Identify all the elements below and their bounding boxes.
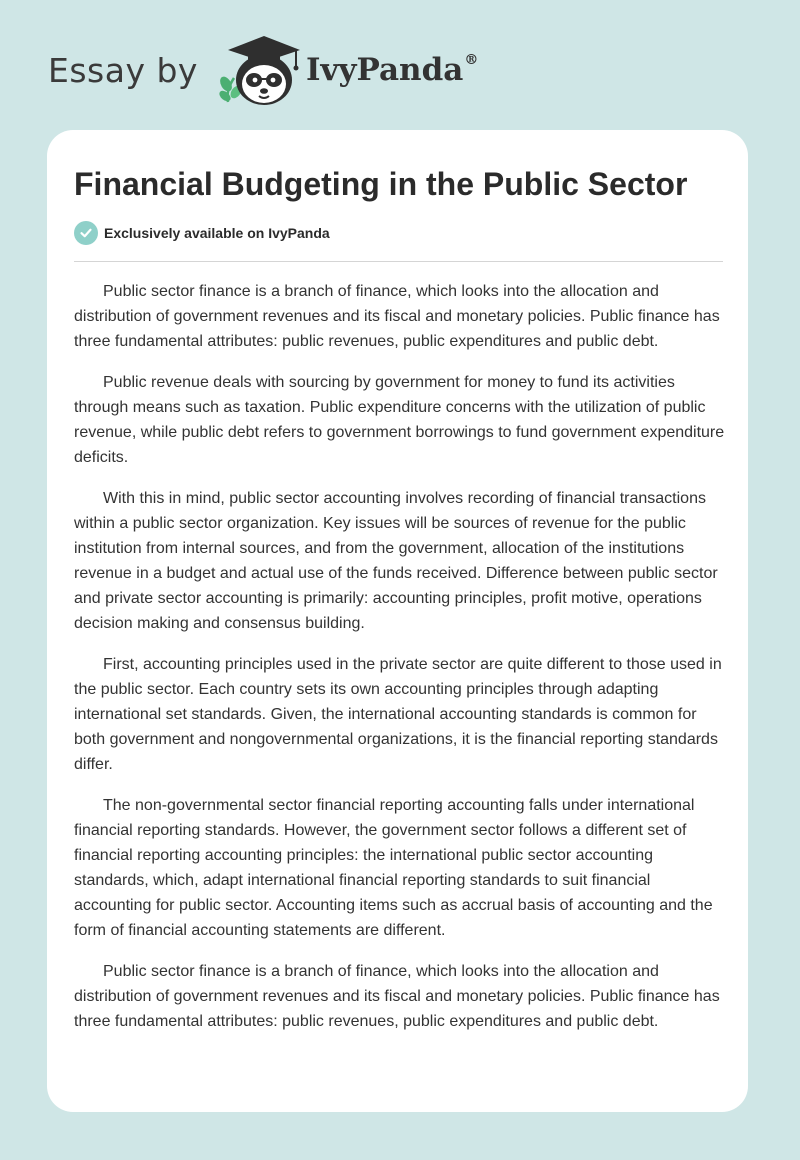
check-circle-icon xyxy=(74,221,98,245)
paragraph: The non-governmental sector financial reporting accounting falls under international financial reporting standards. However, the government sector follows a different set of financial reporting accounting principles: the international public sector accounting standards, which, adapt international financial reporting standards to suit financial accounting for public sector. Accounting items such as accrual basis of accounting and the form of financial accounting statements are different. xyxy=(74,797,713,939)
paragraph: First, accounting principles used in the private sector are quite different to those used in the public sector. Each country sets its own accounting principles through adapting international set standards. Given, the international accounting standards is common for both government and nongovernmental organizations, it is the financial reporting standards differ. xyxy=(74,656,722,773)
essay-body xyxy=(74,279,728,1050)
paragraph: With this in mind, public sector accounting involves recording of financial transactions within a public sector organization. Key issues will be sources of revenue for the public institution from internal sources, and from the government, allocation of the institutions revenue in a budget and actual use of the funds received. Difference between public sector and private sector accounting is primarily: accounting principles, profit motive, operations decision making and consensus building. xyxy=(74,490,718,632)
brand-prefix: Essay by xyxy=(48,50,198,90)
exclusive-label: Exclusively available on IvyPanda xyxy=(104,225,330,241)
site-logo[interactable] xyxy=(48,30,478,110)
brand-name: IvyPanda® xyxy=(305,52,479,88)
divider xyxy=(74,261,723,262)
page-title: Financial Budgeting in the Public Sector xyxy=(74,166,688,202)
paragraph: Public sector finance is a branch of finance, which looks into the allocation and distribution of government revenues and its fiscal and monetary policies. Public finance has three fundamental attributes: public revenues, public expenditures and public debt. xyxy=(74,283,720,350)
paragraph: Public sector finance is a branch of finance, which looks into the allocation and distribution of government revenues and its fiscal and monetary policies. Public finance has three fundamental attributes: public revenues, public expenditures and public debt. xyxy=(74,963,720,1030)
essay-card xyxy=(47,130,748,1112)
panda-graduate-icon xyxy=(216,32,302,108)
paragraph: Public revenue deals with sourcing by government for money to fund its activities through means such as taxation. Public expenditure concerns with the utilization of public revenue, while public debt refers to government borrowings to fund government expenditure deficits. xyxy=(74,374,725,466)
registered-mark: ® xyxy=(464,52,479,68)
exclusive-badge xyxy=(74,221,330,245)
